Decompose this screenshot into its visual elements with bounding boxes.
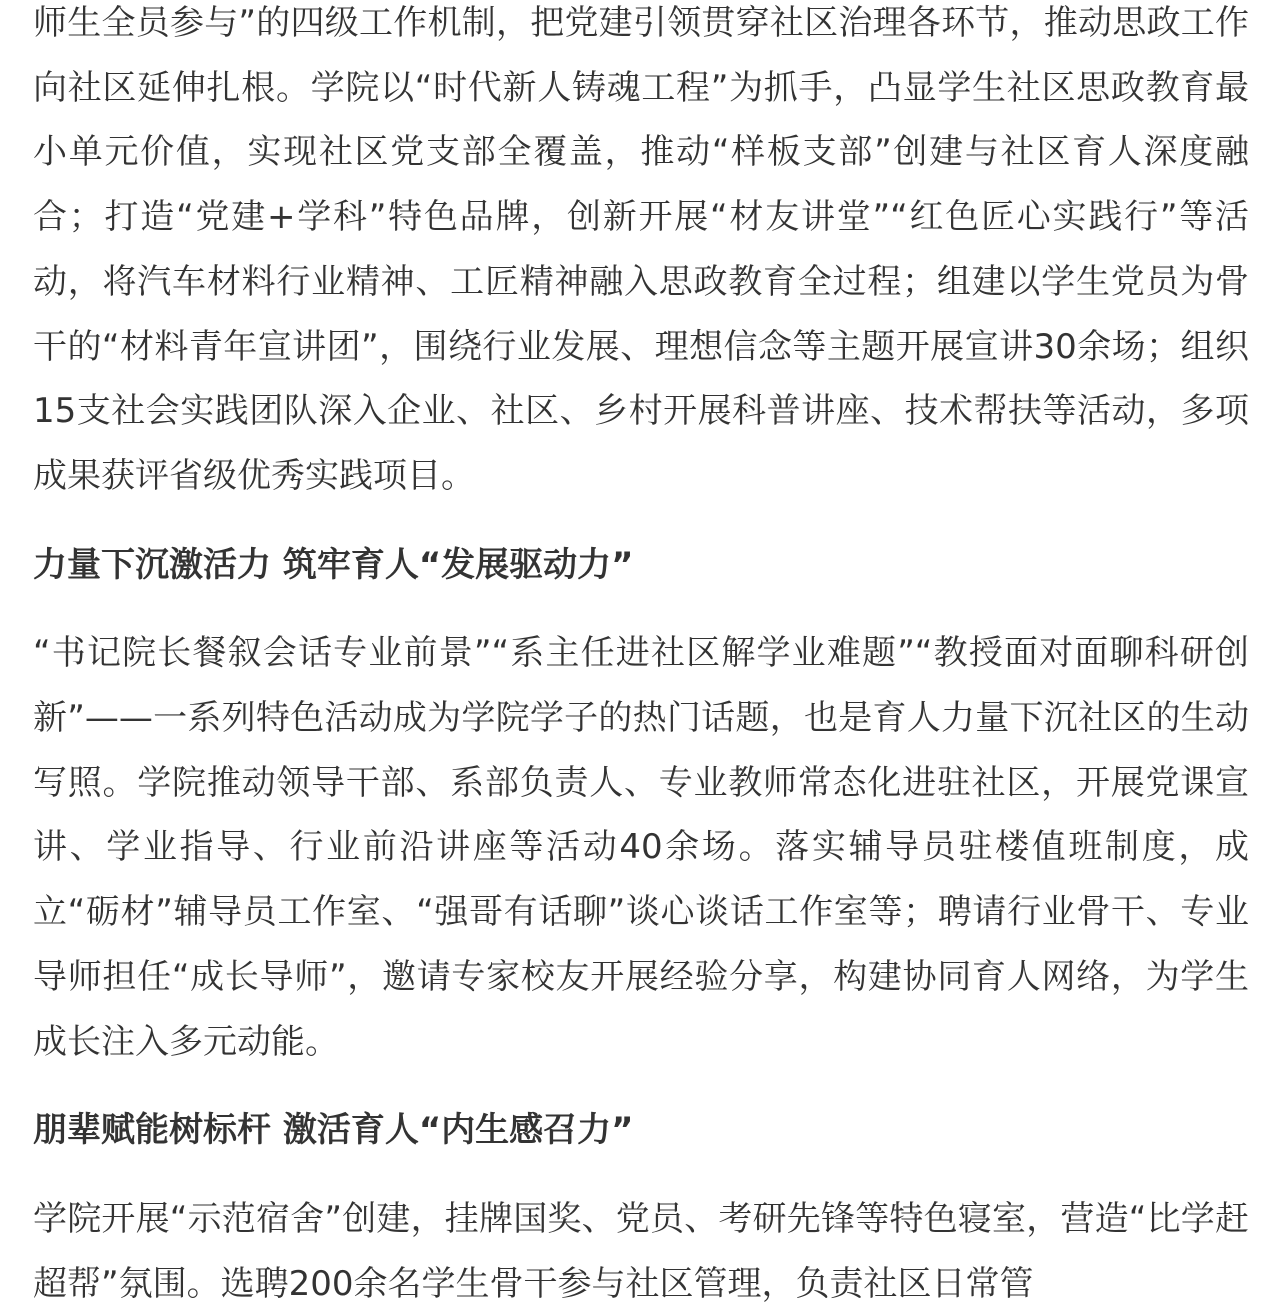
section-heading-peer-empowerment: 朋辈赋能树标杆 激活育人“内生感召力”	[33, 1110, 634, 1151]
paragraph-gap	[33, 597, 1249, 621]
paragraph-party-building: 师生全员参与”的四级工作机制，把党建引领贯穿社区治理各环节，推动思政工作向社区延伸扎根。学院以“时代新人铸魂工程”为抓手，凸显学生社区思政教育最小单元价值，实现社区党支部全覆盖，推动“样板支部”创建与社区育人深度融合；打造“党建+学科”特色品牌，创新开展“材友讲堂”“红色匠心实践行”等活动，将汽车材料行业精神、工匠精神融入思政教育全过程；组建以学生党员为骨干的“材料青年宣讲团”，围绕行业发展、理想信念等主题开展宣讲30余场；组织15支社会实践团队深入企业、社区、乡村开展科普讲座、技术帮扶等活动，多项成果获评省级优秀实践项目。	[33, 3, 1249, 496]
paragraph-faculty-in-community: “书记院长餐叙会话专业前景”“系主任进社区解学业难题”“教授面对面聊科研创新”——一系列特色活动成为学院学子的热门话题，也是育人力量下沉社区的生动写照。学院推动领导干部、系部负责人、专业教师常态化进驻社区，开展党课宣讲、学业指导、行业前沿讲座等活动40余场。落实辅导员驻楼值班制度，成立“砺材”辅导员工作室、“强哥有话聊”谈心谈话工作室等；聘请行业骨干、专业导师担任“成长导师”，邀请专家校友开展经验分享，构建协同育人网络，为学生成长注入多元动能。	[33, 633, 1249, 1062]
section-heading-development-drive: 力量下沉激活力 筑牢育人“发展驱动力”	[33, 544, 634, 585]
paragraph-model-dormitory: 学院开展“示范宿舍”创建，挂牌国奖、党员、考研先锋等特色寝室，营造“比学赶超帮”氛围。选聘200余名学生骨干参与社区管理，负责社区日常管	[33, 1198, 1249, 1304]
paragraph-gap	[33, 1074, 1249, 1098]
paragraph-gap	[33, 1163, 1249, 1187]
paragraph-gap	[33, 509, 1249, 533]
article-body	[33, 0, 1249, 1316]
